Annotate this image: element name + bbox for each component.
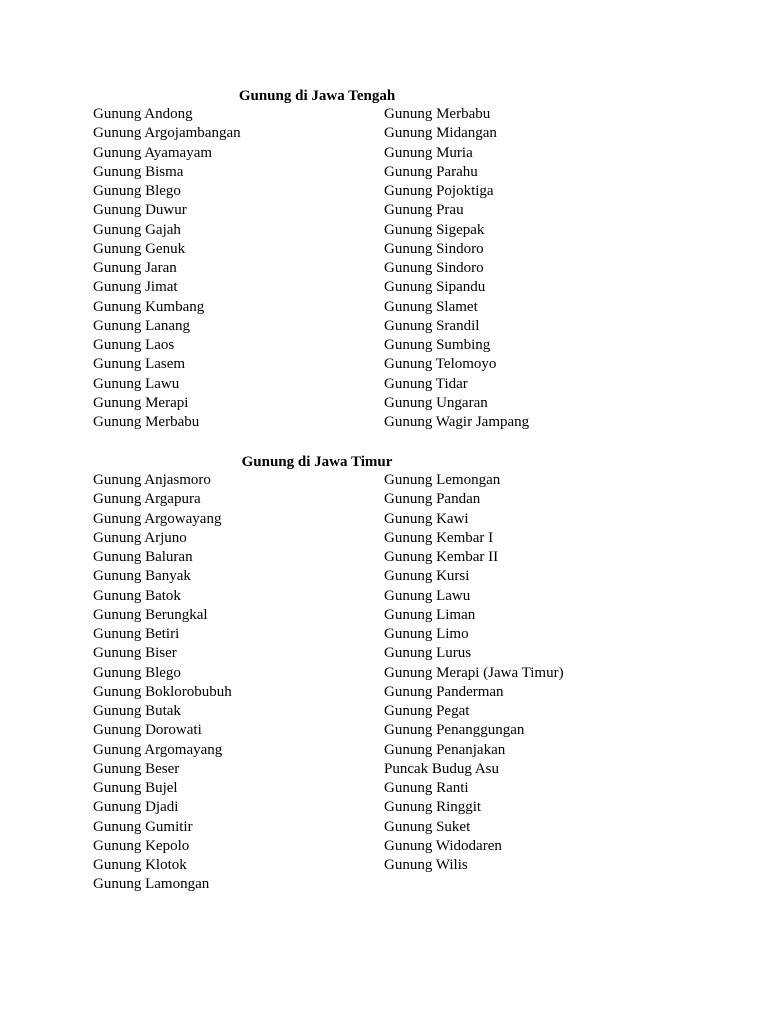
mountain-item: Gunung Argojambangan: [93, 125, 241, 142]
mountain-item: Gunung Betiri: [93, 626, 180, 642]
mountain-item: Puncak Budug Asu: [384, 760, 500, 777]
mountain-item: Gunung Ungaran: [384, 394, 488, 411]
mountain-item: Gunung Penanjakan: [384, 741, 506, 758]
mountain-item: Gunung Boklorobubuh: [93, 683, 232, 700]
mountain-item: Gunung Argowayang: [93, 510, 222, 527]
mountain-item: Gunung Sumbing: [384, 337, 491, 353]
mountain-list-right: [384, 471, 704, 895]
mountain-item: Gunung Lemongan: [384, 472, 501, 488]
mountain-item: Gunung Laos: [93, 337, 175, 353]
mountain-item: Gunung Kumbang: [93, 298, 205, 315]
mountain-item: Gunung Ayamayam: [93, 144, 213, 161]
mountain-item: Gunung Argomayang: [93, 741, 223, 758]
mountain-item: Gunung Djadi: [93, 799, 179, 816]
mountain-item: Gunung Prau: [384, 202, 464, 219]
mountain-item: Gunung Kembar I: [384, 529, 494, 546]
mountain-item: Gunung Sigepak: [384, 221, 485, 238]
mountain-item: Gunung Pojoktiga: [384, 183, 494, 199]
mountain-list-left: [93, 471, 384, 895]
mountain-item: Gunung Tidar: [384, 375, 468, 392]
mountain-item: Gunung Lurus: [384, 645, 472, 662]
mountain-item: Gunung Argapura: [93, 491, 201, 508]
mountain-item: Gunung Arjuno: [93, 529, 187, 546]
mountain-item: Gunung Bujel: [93, 780, 178, 796]
mountain-item: Gunung Klotok: [93, 857, 187, 873]
mountain-item: Gunung Merbabu: [384, 106, 491, 122]
mountain-item: Gunung Telomoyo: [384, 356, 497, 373]
mountain-item: Gunung Banyak: [93, 568, 191, 585]
mountain-item: Gunung Blego: [93, 664, 181, 681]
mountain-item: Gunung Srandil: [384, 317, 480, 334]
mountain-item: Gunung Kembar II: [384, 549, 499, 565]
mountain-item: Gunung Gajah: [93, 221, 181, 238]
mountain-item: Gunung Kursi: [384, 568, 470, 585]
mountain-item: Gunung Lasem: [93, 356, 186, 373]
mountain-item: Gunung Bisma: [93, 163, 184, 180]
mountain-item: Gunung Pandan: [384, 491, 481, 508]
mountain-item: Gunung Panderman: [384, 683, 504, 700]
mountain-item: Gunung Kawi: [384, 510, 469, 527]
mountain-item: Gunung Jaran: [93, 260, 177, 276]
mountain-item: Gunung Beser: [93, 760, 180, 777]
mountain-columns: [93, 471, 713, 895]
section-jawa-timur: [93, 452, 713, 895]
mountain-item: Gunung Batok: [93, 587, 181, 604]
mountain-item: Gunung Duwur: [93, 202, 187, 219]
mountain-item: Gunung Merapi: [93, 394, 189, 411]
mountain-item: Gunung Lawu: [384, 587, 471, 604]
mountain-item: Gunung Liman: [384, 606, 476, 623]
mountain-item: Gunung Wagir Jampang: [384, 414, 530, 430]
mountain-item: Gunung Sindoro: [384, 240, 484, 257]
section-title: Gunung di Jawa Tengah: [238, 88, 396, 104]
mountain-item: Gunung Genuk: [93, 240, 186, 257]
mountain-item: Gunung Biser: [93, 645, 177, 662]
section-jawa-tengah: [93, 86, 713, 432]
section-title: Gunung di Jawa Timur: [241, 454, 393, 470]
mountain-item: Gunung Limo: [384, 626, 469, 642]
mountain-item: Gunung Gumitir: [93, 818, 193, 835]
mountain-item: Gunung Butak: [93, 703, 181, 719]
mountain-item: Gunung Slamet: [384, 298, 478, 315]
mountain-item: Gunung Lawu: [93, 375, 180, 392]
mountain-item: Gunung Merapi (Jawa Timur): [384, 664, 564, 681]
mountain-item: Gunung Penanggungan: [384, 722, 525, 739]
mountain-item: Gunung Jimat: [93, 279, 178, 296]
mountain-item: Gunung Baluran: [93, 549, 193, 565]
mountain-item: Gunung Blego: [93, 183, 181, 199]
mountain-list-right: [384, 105, 704, 432]
mountain-item: Gunung Lamongan: [93, 876, 210, 893]
mountain-item: Gunung Berungkal: [93, 606, 208, 623]
mountain-item: Gunung Anjasmoro: [93, 472, 211, 488]
mountain-item: Gunung Kepolo: [93, 837, 190, 854]
mountain-item: Gunung Widodaren: [384, 837, 502, 854]
mountain-item: Gunung Parahu: [384, 163, 478, 180]
mountain-item: Gunung Dorowati: [93, 722, 202, 739]
mountain-item: Gunung Andong: [93, 106, 193, 122]
mountain-item: Gunung Muria: [384, 144, 473, 161]
mountain-item: Gunung Ringgit: [384, 799, 482, 816]
mountain-item: Gunung Merbabu: [93, 414, 200, 430]
mountain-item: Gunung Suket: [384, 818, 471, 835]
mountain-item: Gunung Ranti: [384, 780, 469, 796]
mountain-item: Gunung Midangan: [384, 125, 497, 142]
mountain-item: Gunung Pegat: [384, 703, 470, 719]
mountain-list-left: [93, 105, 384, 432]
mountain-item: Gunung Sindoro: [384, 260, 484, 276]
mountain-columns: [93, 105, 713, 432]
mountain-item: Gunung Sipandu: [384, 279, 486, 296]
mountain-item: Gunung Lanang: [93, 317, 191, 334]
mountain-item: Gunung Wilis: [384, 857, 468, 873]
